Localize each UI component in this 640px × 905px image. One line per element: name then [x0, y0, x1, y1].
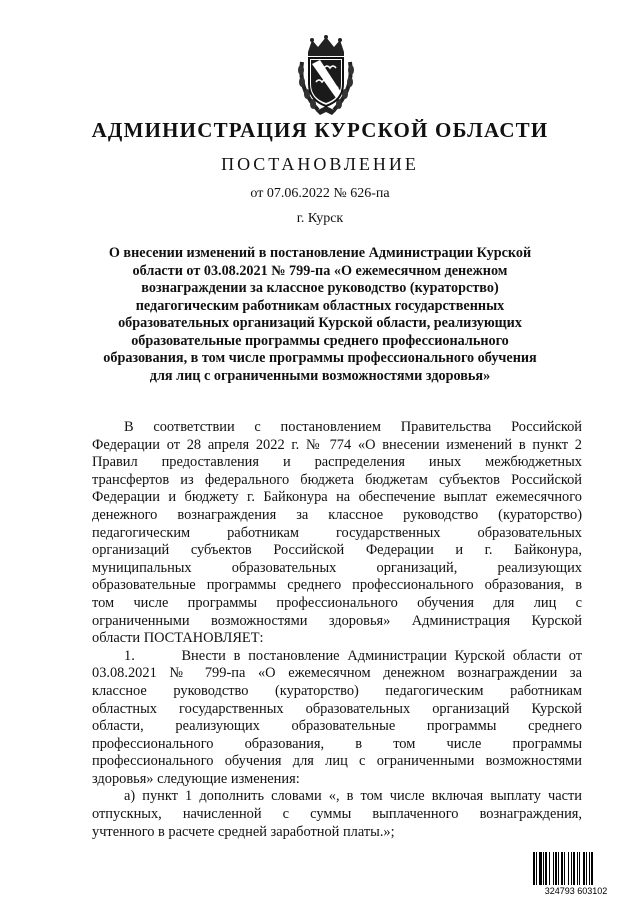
title-line: образования, в том числе программы профессионального обучения — [103, 350, 537, 366]
title-line: образовательных организаций Курской области, реализующих — [118, 315, 522, 331]
body-line: педагогическим работникам государственных образовательных — [92, 524, 582, 541]
body-line: В соответствии с постановлением Правительства Российской — [124, 419, 582, 435]
body-line: здоровья» следующие изменения: — [92, 770, 300, 787]
body-line: трансфертов из федерального бюджета бюджетам субъектов Российской — [92, 471, 582, 488]
body-line: денежного вознаграждения за классное руководство (кураторство) — [92, 506, 582, 523]
organization-name: АДМИНИСТРАЦИЯ КУРСКОЙ ОБЛАСТИ — [91, 118, 549, 142]
body-line: образовательные программы среднего профессионального образования, в — [92, 577, 582, 594]
body-line: том числе программы профессионального обучения для лиц с — [92, 594, 582, 611]
title-line: образовательные программы среднего профессионального — [131, 332, 509, 349]
body-line: а) пункт 1 дополнить словами «, в том числе включая выплату части — [124, 788, 582, 805]
body-line: учтенного в расчете средней заработной платы.»; — [92, 823, 395, 840]
body-line: профессионального образования, в том числе программы — [92, 735, 582, 752]
barcode-number: 324793 603102 — [544, 886, 608, 896]
body-line: 1. Внести в постановление Администрации Курской области от — [124, 647, 582, 664]
title-line: вознаграждении за классное руководство (кураторство) — [141, 280, 499, 296]
body-line: Правил предоставления и распределения иных межбюджетных — [92, 454, 582, 471]
body-line: классное руководство (кураторство) педагогическим работникам — [92, 682, 582, 699]
body-line: ограниченными возможностями здоровья» Администрация Курской — [92, 612, 582, 629]
body-line: областных государственных образовательных организаций Курской — [92, 700, 582, 717]
title-line: для лиц с ограниченными возможностями здоровья» — [149, 367, 491, 384]
body-line: области ПОСТАНОВЛЯЕТ: — [92, 630, 264, 647]
body-line: 03.08.2021 № 799-па «О ежемесячном денежном вознаграждении за — [92, 665, 582, 682]
document-type: ПОСТАНОВЛЕНИЕ — [221, 154, 419, 174]
body-line: организаций субъектов Российской Федерации и г. Байконура, — [92, 542, 582, 559]
document-body — [92, 419, 582, 841]
document-title — [100, 245, 540, 385]
title-line: педагогическим работникам областных государственных — [135, 297, 505, 314]
document-barcode — [531, 852, 621, 896]
body-line: профессионального обучения для лиц с ограниченными возможностями — [92, 753, 582, 770]
body-line: Федерации и бюджету г. Байконура на обеспечение выплат ежемесячного — [92, 489, 582, 506]
body-line: Федерации от 28 апреля 2022 г. № 774 «О внесении изменений в пункт 2 — [92, 436, 582, 453]
title-line: О внесении изменений в постановление Администрации Курской — [108, 245, 532, 261]
coat-of-arms-emblem — [296, 34, 356, 116]
body-line: муниципальных образовательных организаций, реализующих — [92, 559, 582, 576]
document-date-number: от 07.06.2022 № 626-па — [250, 186, 390, 201]
body-line: отпускных, начисленной с суммы выплаченного вознаграждения, — [92, 806, 582, 823]
document-city: г. Курск — [296, 211, 344, 226]
title-line: области от 03.08.2021 № 799-па «О ежемесячном денежном — [132, 262, 508, 279]
body-line: области, реализующих образовательные программы среднего — [92, 718, 582, 735]
